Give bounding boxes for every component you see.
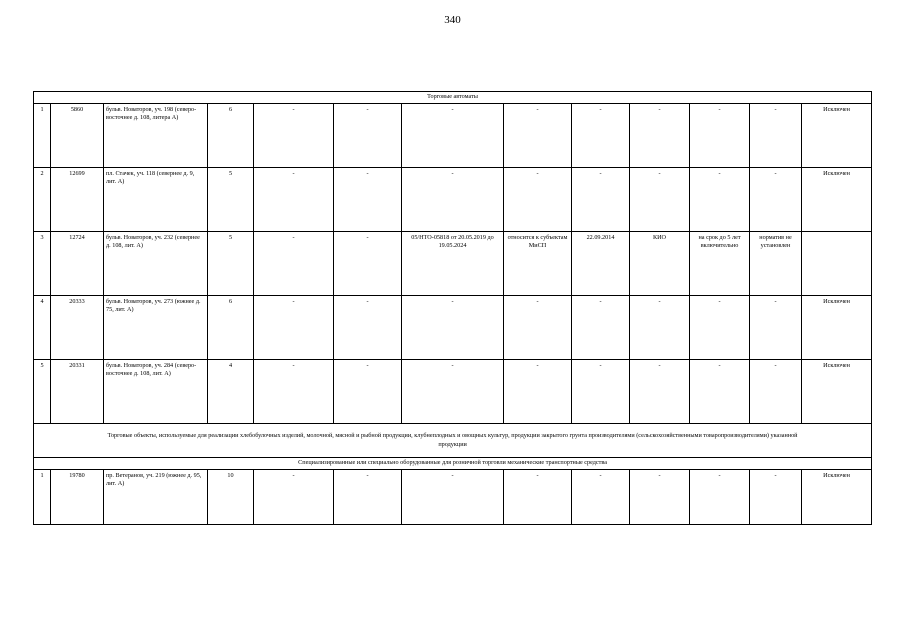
- row-address: пл. Стачек, уч. 118 (севернее д. 9, лит. А): [104, 168, 208, 232]
- row-cell-12: -: [750, 470, 802, 525]
- row-status: Исключен: [802, 168, 872, 232]
- row-cell-10: -: [630, 360, 690, 424]
- row-cell-8: относится к субъектам МиСП: [504, 232, 572, 296]
- row-id: 19780: [51, 470, 104, 525]
- row-cell-10: -: [630, 168, 690, 232]
- row-number: 2: [34, 168, 51, 232]
- row-cell-6: -: [334, 360, 402, 424]
- row-area: 5: [208, 232, 254, 296]
- row-cell-12: -: [750, 296, 802, 360]
- row-cell-11: -: [690, 104, 750, 168]
- row-cell-7: -: [402, 168, 504, 232]
- row-status: Исключен: [802, 296, 872, 360]
- table-row: [34, 296, 872, 360]
- row-cell-11: на срок до 5 лет включительно: [690, 232, 750, 296]
- row-id: 12724: [51, 232, 104, 296]
- document-table: [33, 91, 872, 525]
- row-number: 5: [34, 360, 51, 424]
- table-row: [34, 168, 872, 232]
- table-row: [34, 232, 872, 296]
- row-id: 20331: [51, 360, 104, 424]
- row-cell-9: -: [572, 168, 630, 232]
- row-area: 4: [208, 360, 254, 424]
- row-cell-10: КИО: [630, 232, 690, 296]
- table-row: [34, 470, 872, 525]
- row-cell-8: -: [504, 168, 572, 232]
- row-number: 1: [34, 104, 51, 168]
- row-area: 5: [208, 168, 254, 232]
- row-cell-9: 22.09.2014: [572, 232, 630, 296]
- row-cell-7: 05/НТО-05818 от 20.05.2019 до 19.05.2024: [402, 232, 504, 296]
- row-cell-5: -: [254, 104, 334, 168]
- row-status: Исключен: [802, 104, 872, 168]
- row-number: 4: [34, 296, 51, 360]
- table-row: [34, 360, 872, 424]
- row-area: 6: [208, 296, 254, 360]
- row-cell-5: -: [254, 360, 334, 424]
- row-address: бульв. Новаторов, уч. 198 (северо-восточнее д. 108, литера А): [104, 104, 208, 168]
- row-address: бульв. Новаторов, уч. 284 (северо-восточнее д. 108, лит. А): [104, 360, 208, 424]
- row-area: 10: [208, 470, 254, 525]
- row-area: 6: [208, 104, 254, 168]
- row-address: бульв. Новаторов, уч. 232 (севернее д. 108, лит. А): [104, 232, 208, 296]
- row-cell-5: -: [254, 296, 334, 360]
- row-cell-12: норматив не установлен: [750, 232, 802, 296]
- row-cell-7: -: [402, 470, 504, 525]
- row-number: 3: [34, 232, 51, 296]
- row-cell-11: -: [690, 470, 750, 525]
- row-cell-10: -: [630, 104, 690, 168]
- row-id: 5860: [51, 104, 104, 168]
- row-cell-9: -: [572, 104, 630, 168]
- row-cell-11: -: [690, 168, 750, 232]
- row-cell-11: -: [690, 360, 750, 424]
- table-row: [34, 104, 872, 168]
- row-id: 20333: [51, 296, 104, 360]
- row-cell-12: -: [750, 360, 802, 424]
- row-cell-7: -: [402, 360, 504, 424]
- section-row-specialized: [34, 458, 872, 470]
- section-title-vending: Торговые автоматы: [34, 92, 872, 104]
- row-cell-7: -: [402, 104, 504, 168]
- row-cell-7: -: [402, 296, 504, 360]
- row-status: [802, 232, 872, 296]
- row-status: Исключен: [802, 470, 872, 525]
- section-title-food: Торговые объекты, используемые для реализации хлебобулочных изделий, молочной, мясной и рыбной продукции, клубнеплодных и овощных культур, продукции закрытого грунта производителями (сельскохозяйственными товаропроизводителями) указанной продукции: [34, 424, 872, 458]
- row-cell-8: -: [504, 470, 572, 525]
- row-cell-6: -: [334, 232, 402, 296]
- row-address: бульв. Новаторов, уч. 273 (южнее д. 75, лит. А): [104, 296, 208, 360]
- row-cell-9: -: [572, 470, 630, 525]
- row-id: 12699: [51, 168, 104, 232]
- row-address: пр. Ветеранов, уч. 219 (южнее д. 95, лит. А): [104, 470, 208, 525]
- row-cell-9: -: [572, 296, 630, 360]
- row-cell-8: -: [504, 296, 572, 360]
- row-cell-11: -: [690, 296, 750, 360]
- row-cell-6: -: [334, 168, 402, 232]
- row-cell-6: -: [334, 470, 402, 525]
- row-cell-10: -: [630, 470, 690, 525]
- row-cell-5: -: [254, 470, 334, 525]
- row-cell-12: -: [750, 104, 802, 168]
- page-number: 340: [444, 14, 461, 26]
- row-cell-6: -: [334, 296, 402, 360]
- row-cell-8: -: [504, 360, 572, 424]
- row-cell-10: -: [630, 296, 690, 360]
- section-title-specialized: Специализированные или специально оборудованные для розничной торговли механические транспортные средства: [34, 458, 872, 470]
- row-cell-5: -: [254, 168, 334, 232]
- row-cell-8: -: [504, 104, 572, 168]
- row-cell-12: -: [750, 168, 802, 232]
- section-row-vending: [34, 92, 872, 104]
- row-cell-9: -: [572, 360, 630, 424]
- section-row-food: [34, 424, 872, 458]
- row-number: 1: [34, 470, 51, 525]
- row-cell-6: -: [334, 104, 402, 168]
- row-status: Исключен: [802, 360, 872, 424]
- row-cell-5: -: [254, 232, 334, 296]
